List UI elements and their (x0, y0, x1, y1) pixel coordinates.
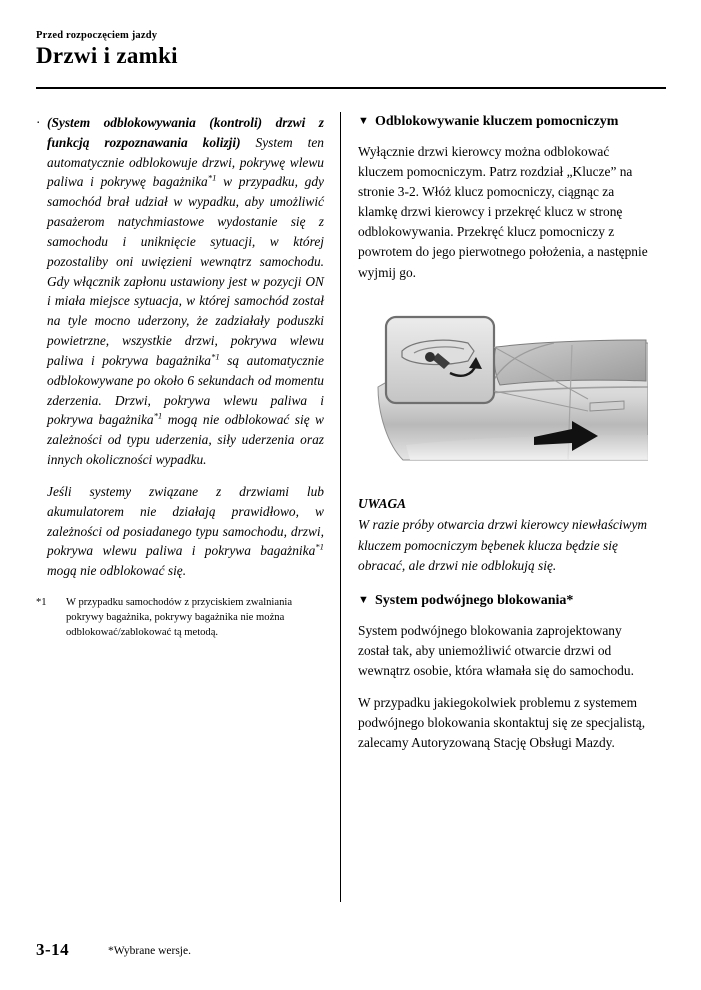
column-divider (340, 112, 341, 902)
header-kicker: Przed rozpoczęciem jazdy (36, 30, 158, 41)
malfunction-text-b: mogą nie odblokować się. (47, 563, 187, 579)
note-body: W razie próby otwarcia drzwi kierowcy niewłaściwym kluczem pomocniczym bębenek klucza będzie się obracać, ale drzwi nie odblokują się. (358, 517, 648, 573)
door-handle-key-unlock-illustration (358, 295, 648, 480)
zoom-detail-callout (386, 317, 494, 403)
collision-unlock-text-c: są automatycznie odblokowywane po około 6 sekundach od momentu zderzenia. Drzwi, pokrywa wlewu paliwa i pokrywa bagażnika (47, 352, 325, 428)
section-heading-double-lock (358, 592, 648, 611)
double-lock-paragraph-1: System podwójnego blokowania zaprojektowany został tak, aby uniemożliwić otwarcie drzwi od wewnątrz osobie, która włamała się do samochodu. (358, 622, 634, 678)
footnote-1 (36, 595, 324, 640)
triangle-bullet-icon-2: ▼ (358, 593, 369, 606)
section-heading-key-unlock (358, 113, 648, 132)
bullet-marker: · (36, 115, 41, 130)
page-number: 3-14 (36, 940, 70, 959)
malfunction-paragraph (36, 482, 324, 581)
page-header (36, 30, 666, 69)
key-unlock-paragraph: Wyłącznie drzwi kierowcy można odblokować kluczem pomocniczym. Patrz rozdział „Klucze” na stronie 3-2. Włóż klucz pomocniczy, ciągnąc za klamkę drzwi kierowcy i przekręć klucz w stronę odblokowywania. Przekręć klucz pomocniczy z powrotem do jego pierwotnego położenia, a następnie wyjmij go. (358, 143, 648, 280)
footnote-ref-3: *1 (153, 410, 163, 421)
collision-unlock-text-d: mogą nie odblokować się w zależności od typu uderzenia, siły uderzenia oraz innych okoliczności wypadku. (47, 412, 324, 468)
section-heading-key-unlock-label: Odblokowywanie kluczem pomocniczym (375, 114, 619, 129)
header-divider (36, 87, 666, 89)
footnote-marker: *1 (36, 597, 47, 609)
page-title: Drzwi i zamki (36, 43, 178, 68)
footnote-text: W przypadku samochodów z przyciskiem zwalniania pokrywy bagażnika, pokrywy bagażnika nie można odblokować/zablokować tą metodą. (66, 597, 293, 639)
collision-unlock-text-a: System ten automatycznie odblokowuje drzwi, pokrywę wlewu paliwa i pokrywę bagażnika (47, 134, 324, 190)
footer-note: *Wybrane wersje. (108, 945, 191, 957)
illustration-svg (358, 295, 648, 480)
right-column (358, 113, 648, 765)
collision-unlock-heading: (System odblokowywania (kontroli) drzwi z funkcją rozpoznawania kolizji) (47, 115, 324, 150)
malfunction-text-a: Jeśli systemy związane z drzwiami lub akumulatorem nie działają prawidłowo, w zależności od posiadanego typu samochodu, drzwi, pokrywa wlewu paliwa i pokrywa bagażnika (47, 483, 324, 559)
collision-unlock-paragraph (36, 113, 324, 470)
footnote-ref-4: *1 (315, 541, 324, 552)
collision-unlock-text-b: w przypadku, gdy samochód brał udział w wypadku, aby umożliwić pasażerom natychmiastowe wydostanie się z samochodu i uniknięcie sytuacji, w której pozostaliby oni uwięzieni wewnątrz samochodu. Gdy włącznik zapłonu ustawiony jest w pozycji ON i miała miejsce sytuacja, w której samochód został na tyle mocno uderzony, że zadziałały poduszki powietrzne, wszystkie drzwi, pokrywa wlewu paliwa i pokrywa bagażnika (47, 174, 324, 368)
footnote-ref-2: *1 (210, 351, 220, 362)
triangle-bullet-icon: ▼ (358, 115, 369, 127)
note-heading: UWAGA (358, 495, 407, 511)
section-heading-double-lock-label: System podwójnego blokowania* (375, 592, 574, 608)
footnote-ref-1: *1 (207, 173, 217, 184)
double-lock-paragraph-2: W przypadku jakiegokolwiek problemu z systemem podwójnego blokowania skontaktuj się ze specjalistą, zalecamy Autoryzowaną Stację Obsługi Mazdy. (358, 695, 646, 751)
left-column (36, 113, 324, 640)
